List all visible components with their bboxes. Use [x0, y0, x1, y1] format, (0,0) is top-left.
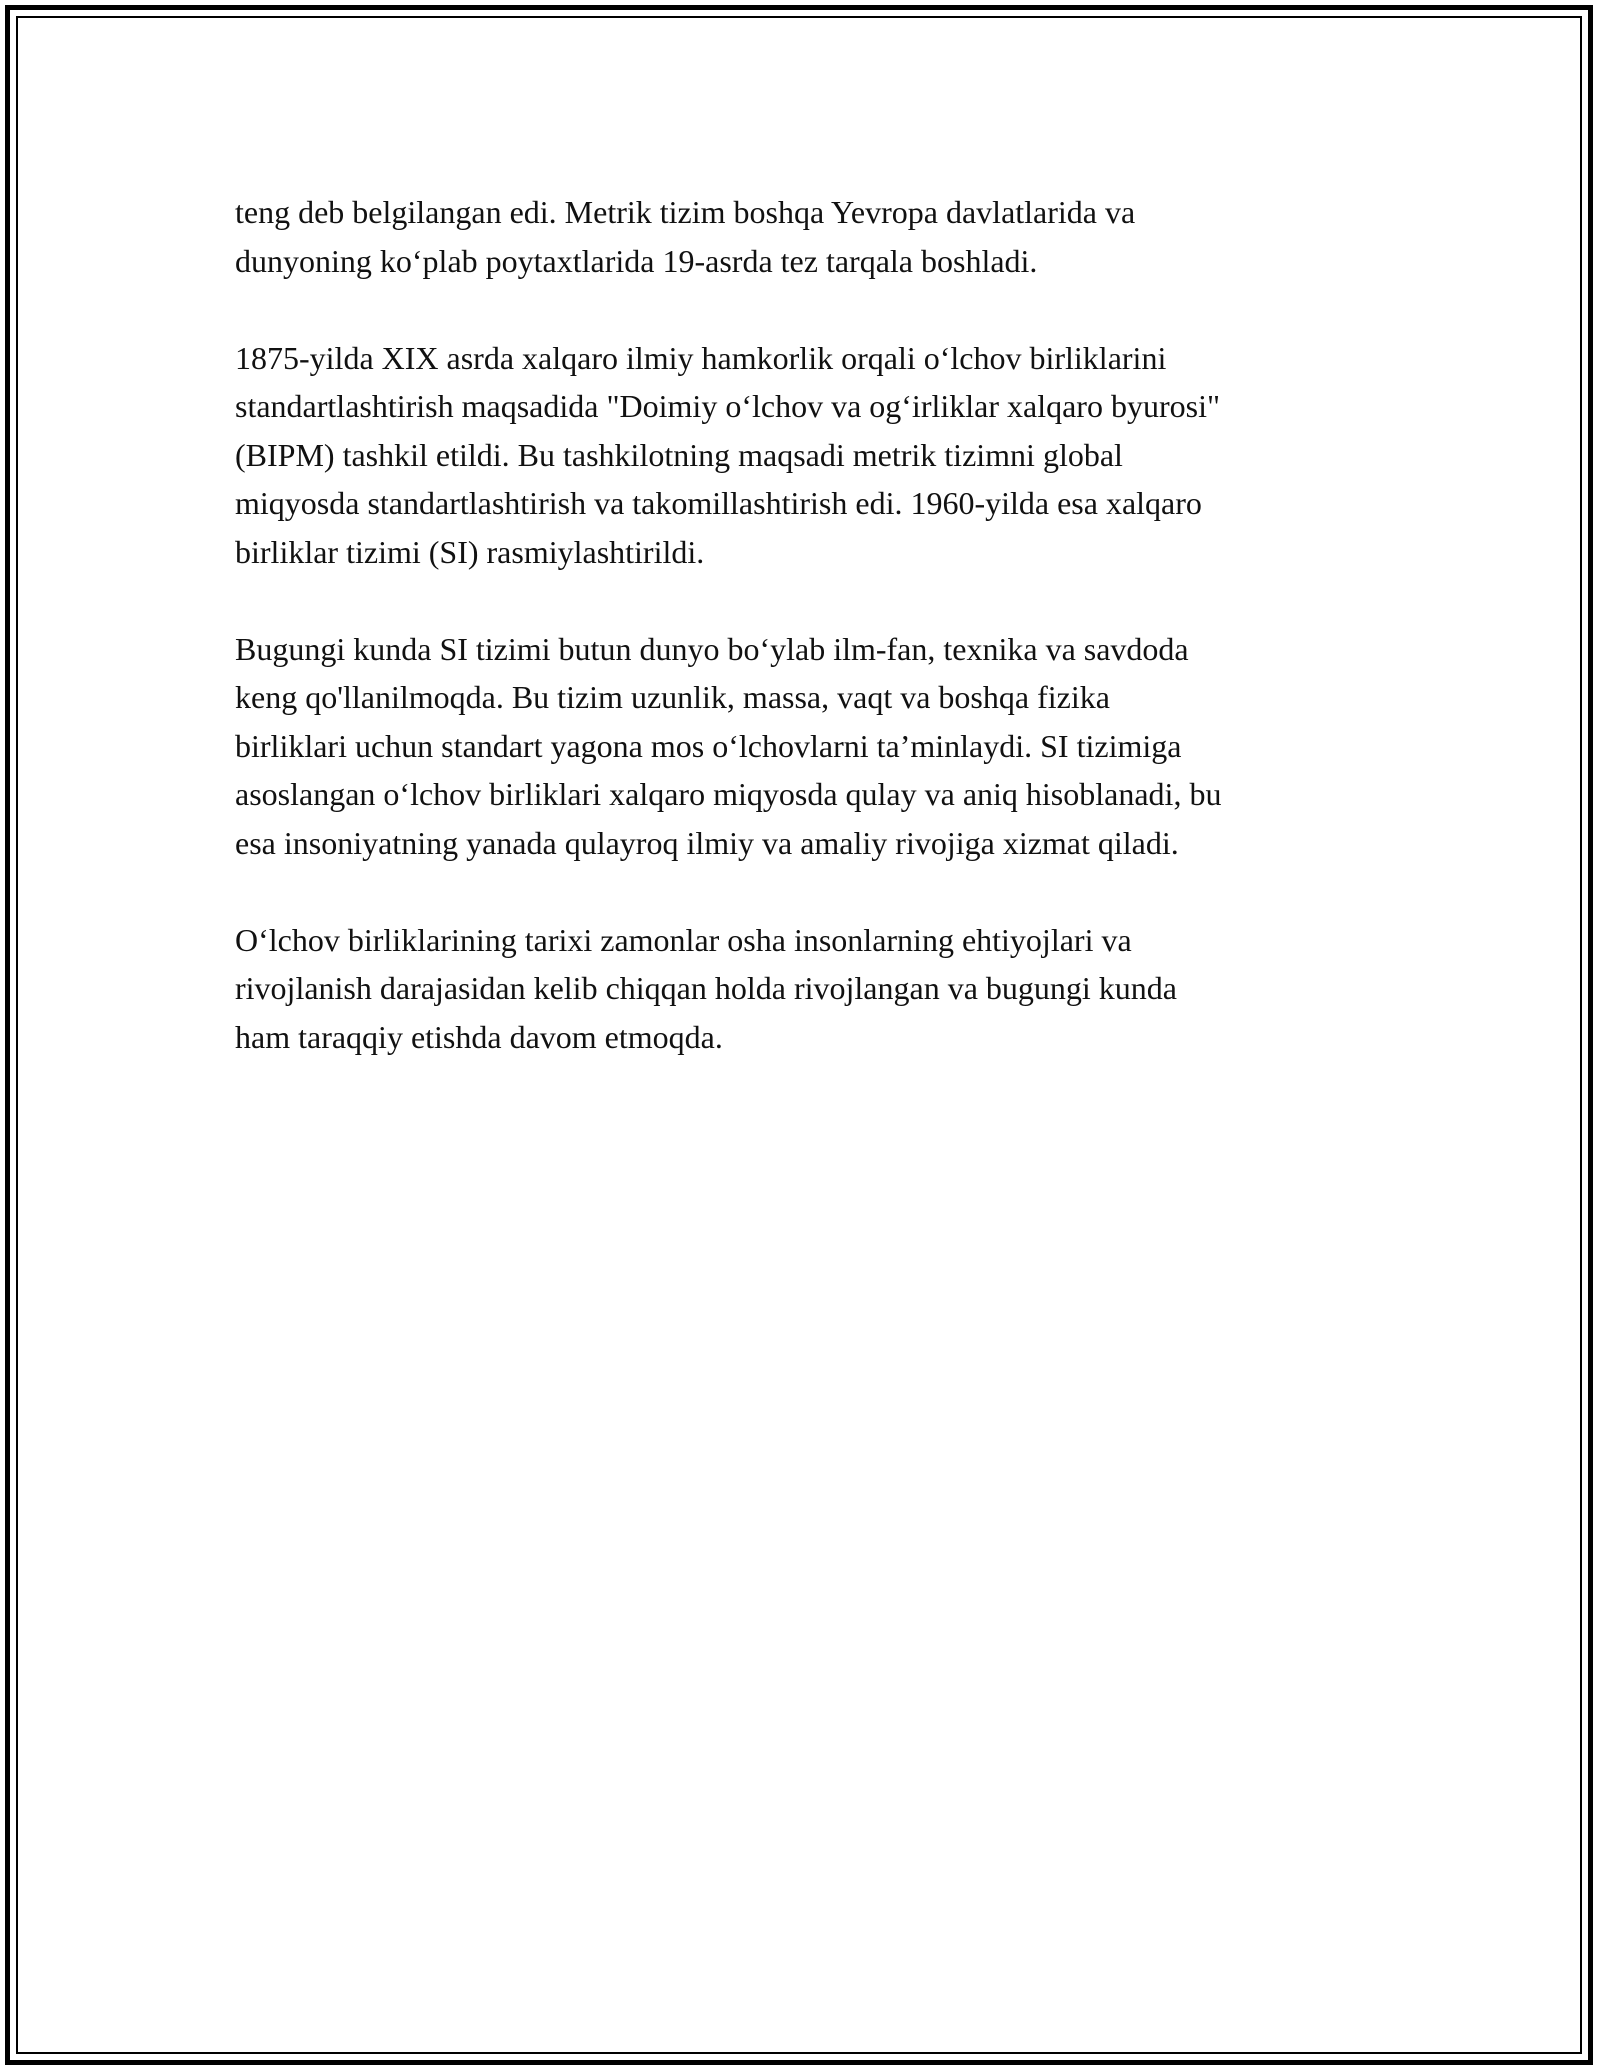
text-line: rivojlanish darajasidan kelib chiqqan holda rivojlangan va bugungi kunda: [235, 970, 1177, 1006]
text-line: esa insoniyatning yanada qulayroq ilmiy va amaliy rivojiga xizmat qiladi.: [235, 824, 1179, 861]
text-line: O‘lchov birliklarining tarixi zamonlar osha insonlarning ehtiyojlari va: [235, 921, 1132, 958]
paragraph-metric-spread: [235, 188, 1385, 285]
text-line: asoslangan o‘lchov birliklari xalqaro miqyosda qulay va aniq hisoblanadi, bu: [235, 776, 1222, 812]
text-line: Bugungi kunda SI tizimi butun dunyo bo‘ylab ilm-fan, texnika va savdoda: [235, 630, 1189, 667]
paragraph-si-today: [235, 625, 1385, 868]
text-line: 1875-yilda XIX asrda xalqaro ilmiy hamkorlik orqali o‘lchov birliklarini: [235, 339, 1167, 376]
text-line: ham taraqqiy etishda davom etmoqda.: [235, 1018, 723, 1055]
paragraph-bipm: [235, 334, 1385, 577]
text-line: standartlashtirish maqsadida "Doimiy o‘lchov va og‘irliklar xalqaro byurosi": [235, 388, 1221, 424]
paragraph-conclusion: [235, 916, 1385, 1062]
text-line: keng qo'llanilmoqda. Bu tizim uzunlik, massa, vaqt va boshqa fizika: [235, 679, 1110, 715]
text-line: birliklar tizimi (SI) rasmiylashtirildi.: [235, 533, 705, 570]
document-body: [235, 188, 1385, 1110]
text-line: birliklari uchun standart yagona mos o‘lchovlarni ta’minlaydi. SI tizimiga: [235, 727, 1182, 764]
text-line: (BIPM) tashkil etildi. Bu tashkilotning maqsadi metrik tizimni global: [235, 436, 1123, 473]
text-line: teng deb belgilangan edi. Metrik tizim boshqa Yevropa davlatlarida va: [235, 194, 1136, 230]
text-line: miqyosda standartlashtirish va takomillashtirish edi. 1960-yilda esa xalqaro: [235, 485, 1202, 521]
text-line: dunyoning ko‘plab poytaxtlarida 19-asrda tez tarqala boshladi.: [235, 242, 1038, 279]
